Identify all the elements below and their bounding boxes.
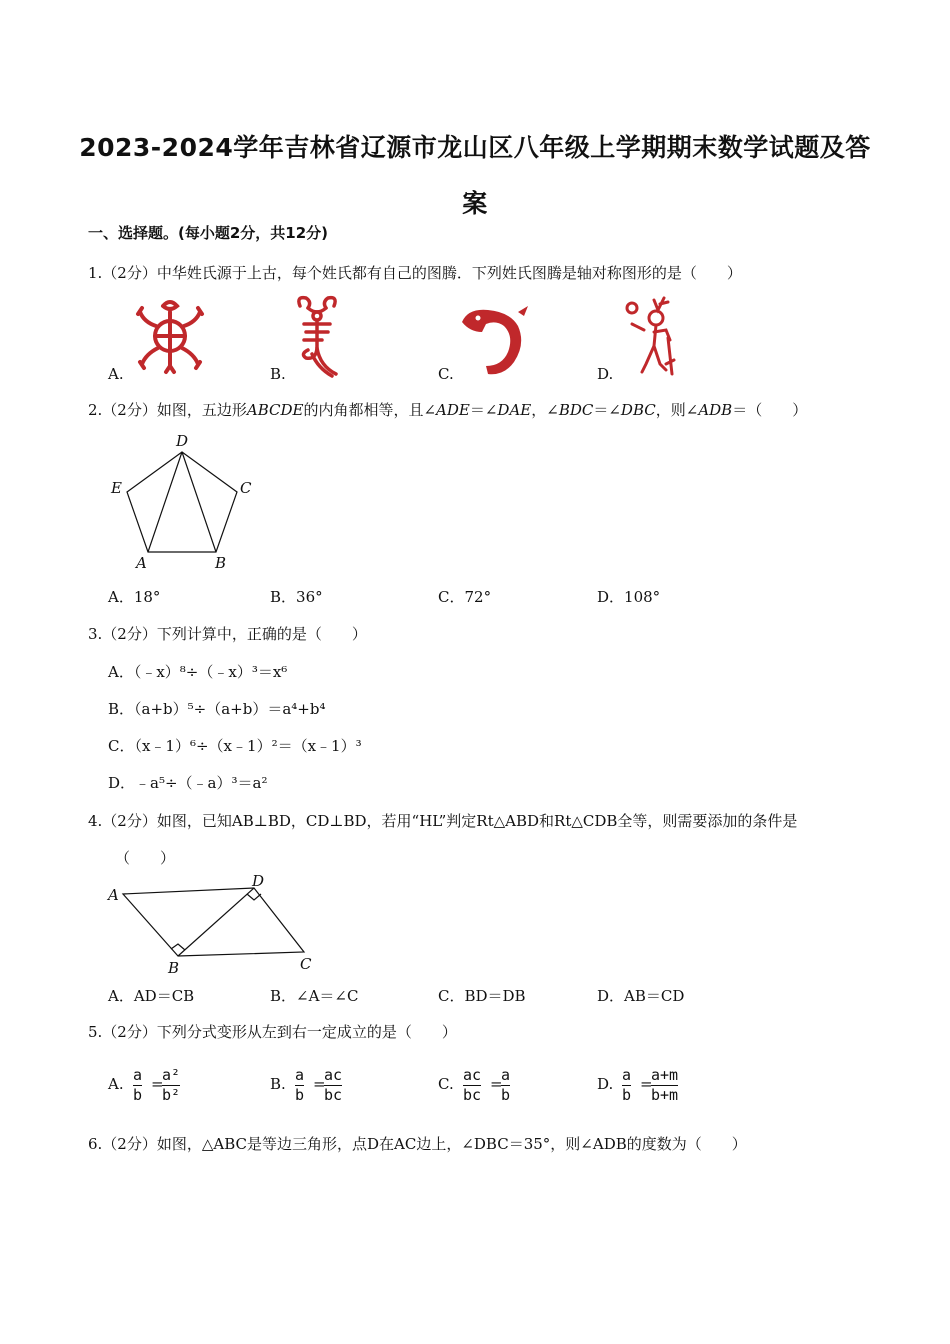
question-1-stem: 1.（2分）中华姓氏源于上古，每个姓氏都有自己的图腾．下列姓氏图腾是轴对称图形的是（ ） — [88, 264, 742, 282]
section-heading: 一、选择题。(每小题2分，共12分) — [88, 224, 329, 242]
q1-option-d[interactable]: D. — [597, 365, 614, 383]
q5-c-equals: = — [490, 1075, 503, 1093]
q5-a-left-fraction: $\frac{a}{b}$ — [133, 1066, 143, 1104]
totem-c-image — [458, 304, 532, 378]
q5-d-left-fraction: $\frac{a}{b}$ — [622, 1066, 632, 1104]
q5-option-a-label[interactable]: A. — [108, 1075, 124, 1093]
q4-option-a[interactable]: A．AD＝CB — [108, 987, 195, 1005]
q2-option-b[interactable]: B．36° — [270, 588, 323, 606]
q3-option-b[interactable]: B．（a+b）⁵÷（a+b）＝a⁴+b⁴ — [108, 700, 326, 718]
q5-b-equals: = — [313, 1075, 326, 1093]
label-e: E — [111, 479, 122, 497]
label-a: A — [108, 886, 119, 904]
q5-option-c-label[interactable]: C. — [438, 1075, 454, 1093]
q5-option-d-label[interactable]: D. — [597, 1075, 614, 1093]
q4-option-c[interactable]: C．BD＝DB — [438, 987, 526, 1005]
q4-option-b[interactable]: B．∠A＝∠C — [270, 987, 359, 1005]
q3-option-a[interactable]: A．（﹣x）⁸÷（﹣x）³＝x⁶ — [108, 663, 288, 681]
question-4-stem: 4.（2分）如图，已知AB⊥BD，CD⊥BD，若用“HL”判定Rt△ABD和Rt△CDB全等，则需要添加的条件是 — [88, 812, 798, 830]
q5-a-right-fraction: $\frac{\text{a²}}{\text{b²}}$ — [162, 1066, 181, 1104]
label-c: C — [300, 955, 312, 973]
question-3-stem: 3.（2分）下列计算中，正确的是（ ） — [88, 625, 367, 643]
q5-d-equals: = — [640, 1075, 653, 1093]
q3-option-d[interactable]: D．﹣a⁵÷（﹣a）³＝a² — [108, 774, 268, 792]
page-title — [40, 120, 910, 232]
question-5-stem: 5.（2分）下列分式变形从左到右一定成立的是（ ） — [88, 1023, 457, 1041]
totem-a-image — [130, 294, 210, 376]
label-c: C — [240, 479, 252, 497]
label-d: D — [176, 432, 189, 450]
q5-d-right-fraction: $\frac{a+m}{b+m}$ — [651, 1066, 679, 1104]
title-line-1: 2023-2024学年吉林省辽源市龙山区八年级上学期期末数学试题及答 — [79, 133, 871, 162]
q5-a-equals: = — [151, 1075, 164, 1093]
q5-option-b-label[interactable]: B. — [270, 1075, 286, 1093]
label-d: D — [252, 872, 265, 890]
q1-option-c[interactable]: C. — [438, 365, 454, 383]
title-line-2: 案 — [462, 189, 488, 218]
question-4-paren: （ ） — [115, 849, 176, 867]
label-b: B — [168, 959, 180, 977]
q2-option-d[interactable]: D．108° — [597, 588, 661, 606]
q5-c-right-fraction: $\frac{a}{b}$ — [501, 1066, 511, 1104]
right-triangles-figure — [100, 870, 325, 978]
q1-option-b[interactable]: B. — [270, 365, 286, 383]
totem-b-image — [292, 294, 342, 378]
q2-option-a[interactable]: A．18° — [108, 588, 161, 606]
q5-b-left-fraction: $\frac{a}{b}$ — [295, 1066, 305, 1104]
totem-d-image — [620, 294, 680, 378]
q5-b-right-fraction: $\frac{ac}{bc}$ — [324, 1066, 343, 1104]
q3-option-c[interactable]: C．（x﹣1）⁶÷（x﹣1）²＝（x﹣1）³ — [108, 737, 362, 755]
q2-option-c[interactable]: C．72° — [438, 588, 492, 606]
q1-option-a[interactable]: A. — [108, 365, 124, 383]
q5-c-left-fraction: $\frac{ac}{bc}$ — [463, 1066, 482, 1104]
question-2-stem: 2.（2分）如图，五边形ABCDE的内角都相等，且∠ADE＝∠DAE，∠BDC＝∠DBC，则∠ADB＝（ ） — [88, 401, 808, 419]
label-b: B — [215, 554, 227, 572]
q4-option-d[interactable]: D．AB＝CD — [597, 987, 685, 1005]
label-a: A — [136, 554, 147, 572]
pentagon-figure — [100, 430, 270, 575]
question-6-stem: 6.（2分）如图，△ABC是等边三角形，点D在AC边上，∠DBC＝35°，则∠ADB的度数为（ ） — [88, 1135, 747, 1153]
